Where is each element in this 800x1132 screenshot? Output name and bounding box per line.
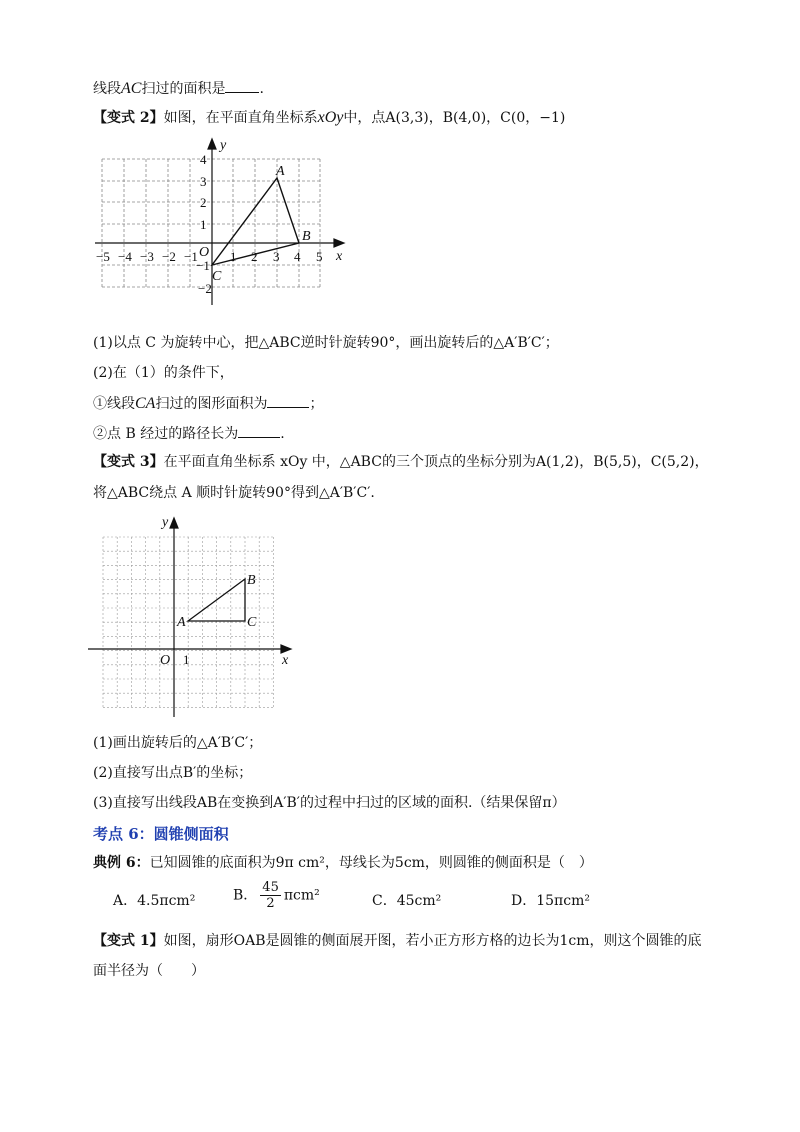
variant2-points: A(3,3)，B(4,0)，C(0，−1) xyxy=(385,110,566,126)
x-tick: 1 xyxy=(230,249,237,264)
answer-blank[interactable] xyxy=(267,393,309,408)
variant2-question-2: (2)在（1）的条件下， xyxy=(93,365,234,381)
x-axis-label: x xyxy=(336,249,343,264)
variant3-question-1: (1)画出旋转后的△A′B′C′； xyxy=(93,735,263,751)
variant3-question-2: (2)直接写出点B′的坐标； xyxy=(93,765,253,781)
x-tick: −4 xyxy=(118,249,132,264)
section-6-title: 考点 6：圆锥侧面积 xyxy=(93,825,229,843)
y-tick: −2 xyxy=(198,281,212,296)
line-ac-area: 线段AC扫过的面积是 . xyxy=(93,80,264,97)
variant2-question-2b: ②点 B 经过的路径长为 . xyxy=(93,423,285,444)
y-tick: 2 xyxy=(200,195,207,210)
x-tick: 5 xyxy=(316,249,323,264)
variant3-tag: 【变式 3】 xyxy=(93,454,164,470)
variant3-question-3: (3)直接写出线段AB在变换到A′B′的过程中扫过的区域的面积.（结果保留π） xyxy=(93,795,566,811)
variant1-tag: 【变式 1】 xyxy=(93,933,164,949)
option-d[interactable]: D．15πcm² xyxy=(511,893,590,909)
point-a-label: A xyxy=(276,164,285,179)
example6-tag: 典例 6： xyxy=(93,855,150,871)
y-tick: −1 xyxy=(196,258,210,273)
variant2-question-2a: ①线段CA扫过的图形面积为 ； xyxy=(93,395,324,412)
option-b[interactable]: B． $\frac{45}{2}$ πcm² xyxy=(233,880,320,911)
variant2-question-1: (1)以点 C 为旋转中心，把△ABC逆时针旋转90°，画出旋转后的△A′B′C′； xyxy=(93,335,559,351)
tick-one-label: 1 xyxy=(183,652,190,667)
y-axis-label: y xyxy=(220,138,227,153)
x-axis-label: x xyxy=(282,653,289,668)
point-b-label: B xyxy=(247,573,256,588)
option-a[interactable]: A．4.5πcm² xyxy=(113,893,196,909)
variant2-header: 【变式 2】如图，在平面直角坐标系xOy中，点A(3,3)，B(4,0)，C(0，−1) xyxy=(93,109,566,126)
variant2-coordinate-figure xyxy=(90,135,360,310)
x-tick: −5 xyxy=(96,249,110,264)
option-c[interactable]: C．45cm² xyxy=(372,893,442,909)
variant3-header: 【变式 3】在平面直角坐标系 xOy 中，△ABC的三个顶点的坐标分别为A(1,2)，B(5,5)，C(5,2)， xyxy=(93,454,709,470)
y-axis-label: y xyxy=(162,515,169,530)
y-tick: 3 xyxy=(200,174,207,189)
x-tick: −1 xyxy=(184,249,198,264)
variant1-line1: 【变式 1】如图，扇形OAB是圆锥的侧面展开图，若小正方形方格的边长为1cm，则这个圆锥的底 xyxy=(93,933,702,949)
fraction-45-over-2: $\frac{45}{2}$ xyxy=(262,880,279,911)
x-tick: 2 xyxy=(251,249,258,264)
answer-blank[interactable] xyxy=(225,78,259,93)
variant3-line2: 将△ABC绕点 A 顺时针旋转90°得到△A′B′C′. xyxy=(93,485,375,501)
x-tick: 4 xyxy=(294,249,301,264)
variant2-tag: 【变式 2】 xyxy=(93,110,164,126)
answer-blank[interactable] xyxy=(238,423,280,438)
point-c-label: C xyxy=(212,269,222,284)
point-c-label: C xyxy=(247,615,257,630)
point-b-label: B xyxy=(302,229,311,244)
point-a-label: A xyxy=(177,615,186,630)
x-tick: −2 xyxy=(162,249,176,264)
example6-question: 典例 6：已知圆锥的底面积为9π cm²，母线长为5cm，则圆锥的侧面积是（ ） xyxy=(93,855,593,871)
x-tick: 3 xyxy=(273,249,280,264)
variant3-coordinate-figure xyxy=(88,512,298,722)
x-tick: −3 xyxy=(140,249,154,264)
variant1-line2: 面半径为（ ） xyxy=(93,963,205,979)
origin-label: O xyxy=(160,653,171,668)
origin-label: O xyxy=(199,245,210,260)
y-tick: 4 xyxy=(200,152,207,167)
y-tick: 1 xyxy=(200,217,207,232)
